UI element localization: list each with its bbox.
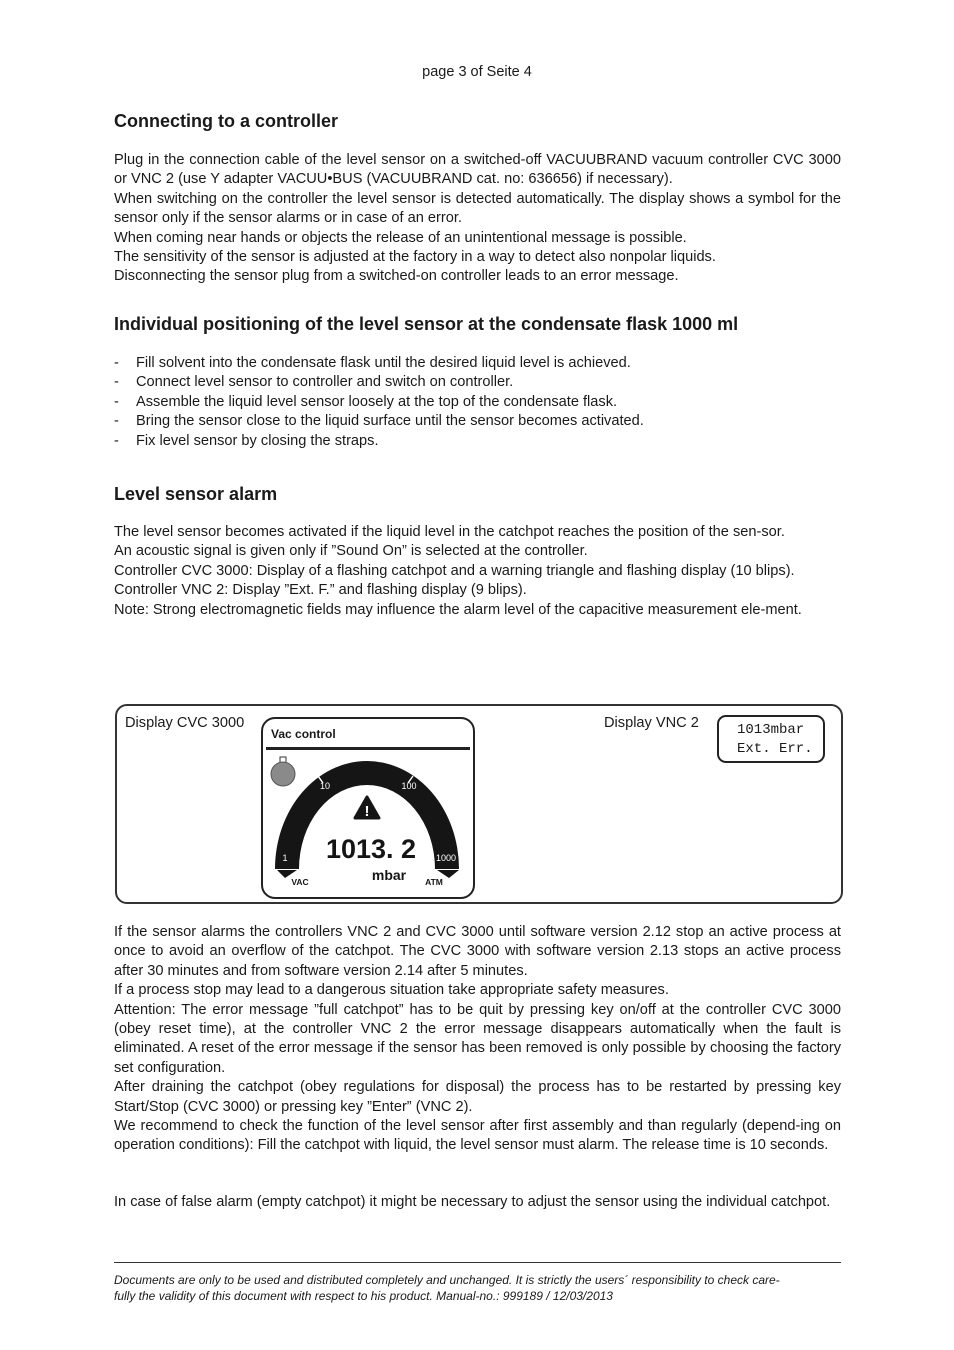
section-title-connecting: Connecting to a controller	[114, 111, 339, 131]
paragraph: Disconnecting the sensor plug from a switched-on controller leads to an error message.	[114, 268, 679, 285]
positioning-steps-list	[114, 354, 841, 451]
pressure-value: 1013. 2	[325, 834, 417, 864]
cvc-gauge	[263, 719, 473, 897]
gauge-label-1000: 1000	[435, 853, 457, 863]
paragraph: After draining the catchpot (obey regulations for disposal) the process has to be restarted by pressing key Start/Stop (CVC 3000) or pressing key ”Enter” (VNC 2).	[114, 1079, 841, 1115]
cvc-display-title: Vac control	[271, 727, 336, 741]
section-title-alarm: Level sensor alarm	[114, 484, 278, 504]
gauge-label-10: 10	[319, 781, 331, 791]
list-item: - Assemble the liquid level sensor loosely at the top of the condensate flask.	[114, 393, 618, 410]
pressure-unit: mbar	[371, 867, 407, 883]
atm-label: ATM	[425, 877, 443, 887]
list-item: - Fill solvent into the condensate flask until the desired liquid level is achieved.	[114, 355, 631, 371]
paragraph: Controller VNC 2: Display ”Ext. F.” and flashing display (9 blips).	[114, 582, 527, 599]
page-number: page 3 of Seite 4	[422, 64, 532, 80]
cvc-3000-display	[261, 717, 475, 899]
paragraph: The sensitivity of the sensor is adjusted at the factory in a way to detect also nonpolar liquids.	[114, 249, 716, 266]
gauge-label-100: 100	[401, 781, 417, 791]
cvc-display-label: Display CVC 3000	[125, 715, 245, 731]
paragraph: Attention: The error message ”full catchpot” has to be quit by pressing key on/off at the controller CVC 3000 (obey reset time), at the controller VNC 2 the error message disappears automatically when the fault is eliminated. A reset of the error message if the sensor has been removed is only possible by choosing the factory set configuration.	[114, 1001, 841, 1076]
footer-divider	[114, 1262, 841, 1263]
paragraph: The level sensor becomes activated if the liquid level in the catchpot reaches the position of the sen-sor.	[114, 524, 785, 540]
catchpot-icon	[271, 757, 295, 786]
section-process-stop-text	[114, 923, 841, 1156]
footer-line: Documents are only to be used and distributed completely and unchanged. It is strictly the users´ responsibility to check care-	[114, 1273, 780, 1287]
warning-triangle-icon	[355, 797, 379, 820]
vac-label: VAC	[291, 877, 309, 887]
vnc-2-display	[717, 715, 825, 763]
list-item: - Bring the sensor close to the liquid surface until the sensor becomes activated.	[114, 413, 644, 430]
footer-line: fully the validity of this document with respect to his product. Manual-no.: 999189 / 12/03/2013	[114, 1289, 613, 1303]
paragraph: Controller CVC 3000: Display of a flashing catchpot and a warning triangle and flashing display (10 blips).	[114, 562, 795, 579]
paragraph: When coming near hands or objects the release of an unintentional message is possible.	[114, 229, 687, 246]
section-alarm-text	[114, 523, 841, 620]
paragraph: If the sensor alarms the controllers VNC 2 and CVC 3000 until software version 2.12 stop an active process at once to avoid an overflow of the catchpot. The CVC 3000 with software version 2.13 stops an active process after 30 minutes and from software version 2.14 after 5 minutes.	[114, 924, 841, 979]
vnc-display-line-1: 1013mbar	[737, 722, 805, 738]
vnc-display-line-2: Ext. Err.	[737, 741, 813, 757]
list-item: - Connect level sensor to controller and switch on controller.	[114, 374, 514, 391]
paragraph: Note: Strong electromagnetic fields may influence the alarm level of the capacitive measurement ele-ment.	[114, 601, 802, 618]
paragraph: If a process stop may lead to a dangerous situation take appropriate safety measures.	[114, 982, 669, 999]
vnc-display-label: Display VNC 2	[604, 715, 699, 731]
paragraph: An acoustic signal is given only if ”Sound On” is selected at the controller.	[114, 543, 588, 560]
warning-mark: !	[364, 803, 370, 820]
section-title-positioning: Individual positioning of the level sensor at the condensate flask 1000 ml	[114, 314, 739, 334]
section-connecting-text	[114, 151, 841, 287]
paragraph: We recommend to check the function of the level sensor after first assembly and than regularly (depend-ing on operation conditions): Fill the catchpot with liquid, the level sensor must alarm. The release time is 10 seconds.	[114, 1118, 841, 1154]
false-alarm-text	[114, 1193, 841, 1212]
gauge-label-1: 1	[282, 853, 288, 863]
paragraph: In case of false alarm (empty catchpot) it might be necessary to adjust the sensor using the individual catchpot.	[114, 1194, 831, 1210]
footer-note	[114, 1272, 841, 1304]
paragraph: When switching on the controller the level sensor is detected automatically. The display shows a symbol for the sensor only if the sensor alarms or in case of an error.	[114, 190, 841, 227]
list-item: - Fix level sensor by closing the straps.	[114, 432, 379, 449]
paragraph: Plug in the connection cable of the level sensor on a switched-off VACUUBRAND vacuum controller CVC 3000 or VNC 2 (use Y adapter VACUU•BUS (VACUUBRAND cat. no: 636656) if necessary).	[114, 152, 841, 188]
